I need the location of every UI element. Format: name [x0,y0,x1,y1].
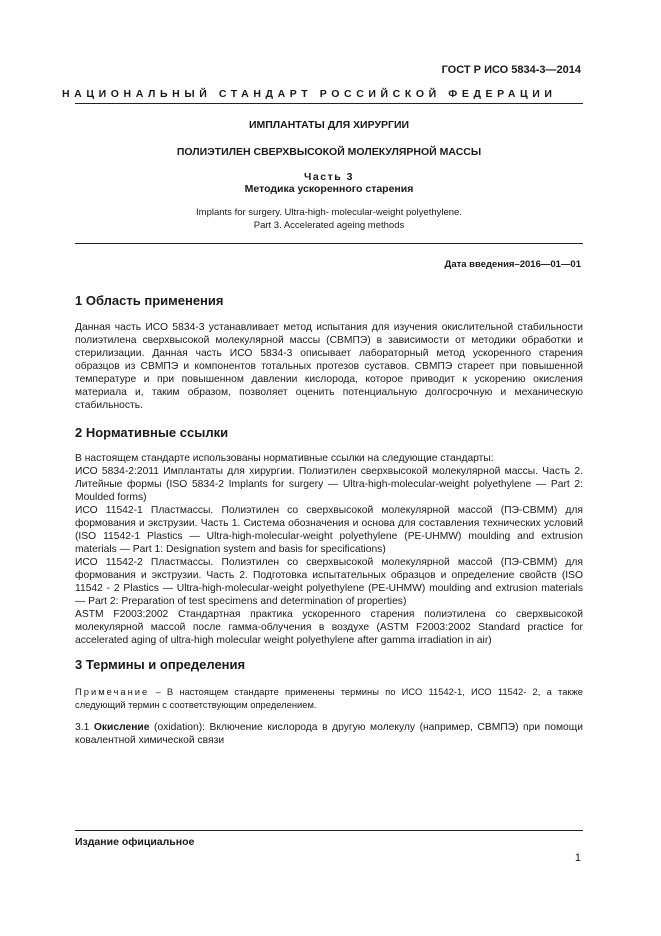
term-definition [75,721,583,747]
term-definition-text: (oxidation): Включение кислорода в другую молекулу (например, СВМПЭ) при помощи ковалентной химической связи [75,722,583,746]
normative-ref-2: ИСО 11542-1 Пластмассы. Полиэтилен со сверхвысокой молекулярной массой (ПЭ-СВММ) для формования и экструзии. Часть 1. Система обозначения и основа для составления технических условий (ISO 11542-1 Plastics — Ultra-high-molecular-weight polyethylene (PE-UHMW) moulding and extrusion materials — Part 1: Designation system and basis for specifications) [75,505,583,555]
introduction-date: Дата введения–2016—01—01 [444,259,581,270]
document-title: ИМПЛАНТАТЫ ДЛЯ ХИРУРГИИ [248,119,410,131]
official-edition-label: Издание официальное [75,836,195,848]
note-text: – В настоящем стандарте применены термины по ИСО 11542-1, ИСО 11542- 2, а также следующий термин с соответствующим определением. [75,686,583,710]
footer-divider [75,830,583,831]
english-title-line1: Implants for surgery. Ultra-high- molecular-weight polyethylene. [196,207,462,218]
section-3-note [75,685,583,711]
note-label: Примечание [75,686,150,697]
document-subtitle: ПОЛИЭТИЛЕН СВЕРХВЫСОКОЙ МОЛЕКУЛЯРНОЙ МАССЫ [176,146,482,158]
part-number: Часть 3 [304,171,354,183]
term-name: Окисление [93,722,150,733]
section-2-intro [75,452,583,465]
header-divider [75,103,583,104]
national-standard-banner: НАЦИОНАЛЬНЫЙ СТАНДАРТ РОССИЙСКОЙ ФЕДЕРАЦИИ [62,88,557,100]
normative-ref-3: ИСО 11542-2 Пластмассы. Полиэтилен со сверхвысокой молекулярной массой (ПЭ-СВММ) для формования и экструзии. Часть 2. Подготовка испытательных образцов и определение свойств (ISO 11542 - 2 Plastics — Ultra-high-molecular-weight polyethylene (PE-UHMW) moulding and extrusion materials — Part 2: Preparation of test specimens and determination of properties) [75,557,583,607]
section-2-intro-text: В настоящем стандарте использованы нормативные ссылки на следующие стандарты: [75,453,494,464]
section-1-body: Данная часть ИСО 5834-3 устанавливает метод испытания для изучения окислительной стабильности полиэтилена сверхвысокой молекулярной массы (СВМПЭ) в зависимости от методики обработки и стерилизации. Данная часть ИСО 5834-3 описывает лабораторный метод ускоренного старения образцов из СВМПЭ и компонентов тотальных протезов суставов. СВМПЭ стареет при повышенной температуре и при повышенном давлении кислорода, которое приводит к ускорению окисления материала и, таким образом, позволяет оценить потенциальную долгосрочную и механическую стабильность. [75,322,583,411]
english-title-line2: Part 3. Accelerated ageing methods [253,220,405,231]
page-number: 1 [574,852,581,864]
section-2-heading: 2 Нормативные ссылки [75,425,229,440]
part-title: Методика ускоренного старения [244,183,414,195]
title-divider [75,243,583,244]
document-number: ГОСТ Р ИСО 5834-3—2014 [441,64,581,76]
section-1-text [75,321,583,412]
normative-ref-1: ИСО 5834-2:2011 Имплантаты для хирургии. Полиэтилен сверхвысокой молекулярной массы. Часть 2. Литейные формы (ISO 5834-2 Implants for surgery — Ultra-high-molecular-weight polyethylene — Part 2: Moulded forms) [75,466,583,503]
section-3-heading: 3 Термины и определения [75,657,246,672]
section-1-heading: 1 Область применения [75,293,224,308]
normative-ref-4: ASTM F2003:2002 Стандартная практика ускоренного старения полиэтилена со сверхвысокой молекулярной массой после гамма-облучения в воздухе (ASTM F2003:2002 Standard practice for accelerated aging of ultra-high molecular weight polyethylene after gamma irradiation in air) [75,609,583,646]
term-number: 3.1 [75,722,94,733]
